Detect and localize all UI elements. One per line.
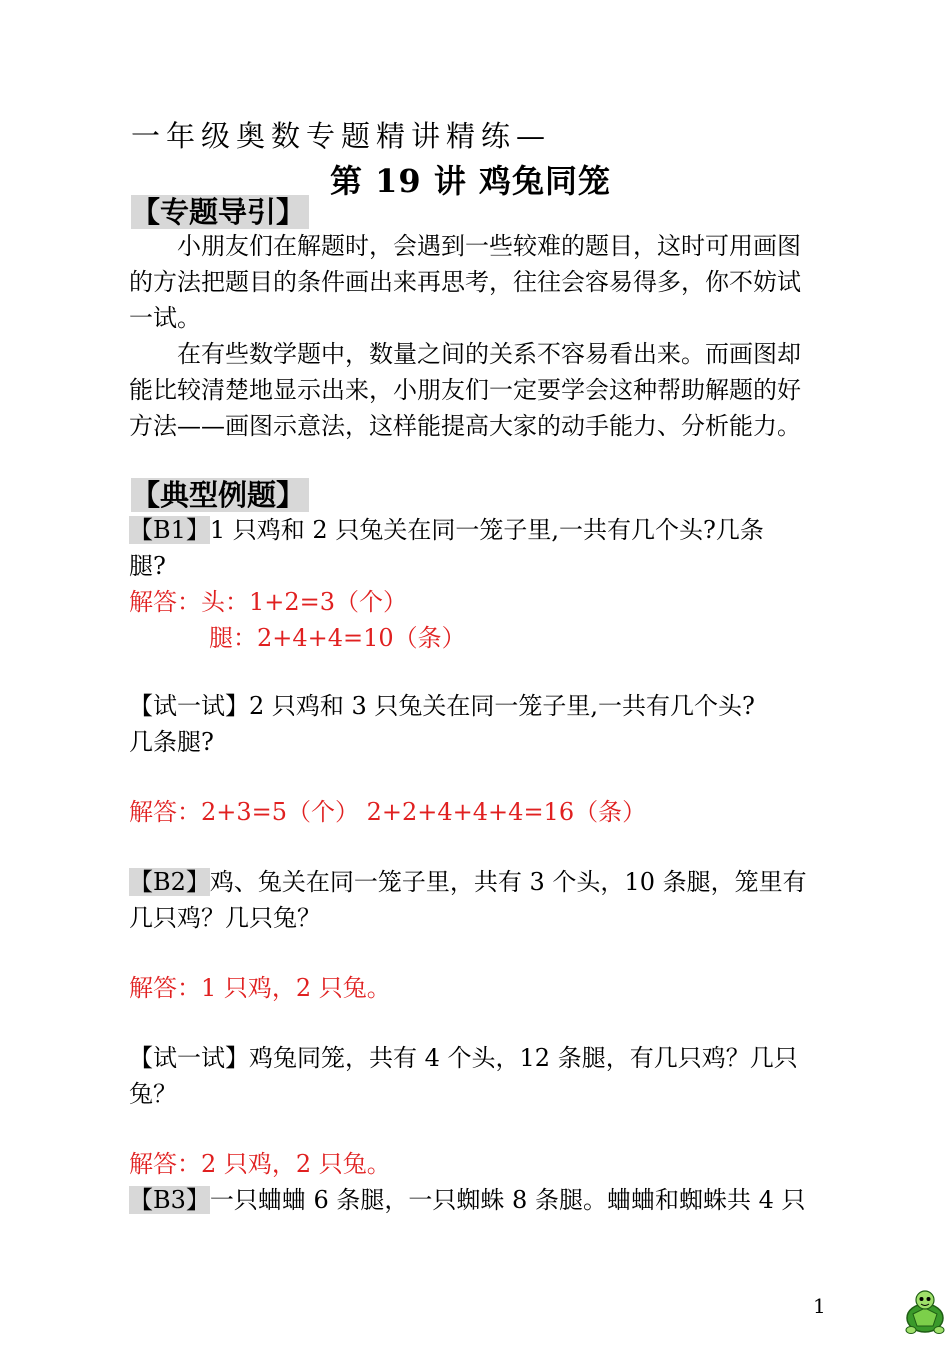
intro-paragraph-2: 在有些数学题中，数量之间的关系不容易看出来。而画图却能比较清楚地显示出来，小朋友们一定要学会这种帮助解题的好方法——画图示意法，这样能提高大家的动手能力、分析能力。 xyxy=(129,340,801,440)
document-header: 一年级奥数专题精讲精练— xyxy=(131,119,552,153)
example-b1-answer-line2: 腿：2+4+4=10（条） xyxy=(209,624,466,652)
example-b2-answer: 解答：1 只鸡，2 只兔。 xyxy=(129,974,391,1002)
try1-answer: 解答：2+3=5（个） 2+2+4+4+4=16（条） xyxy=(129,798,647,826)
try1-question-line2: 几条腿? xyxy=(129,728,214,756)
lesson-title: 第 19 讲 鸡兔同笼 xyxy=(330,162,611,200)
page-number: 1 xyxy=(813,1294,826,1318)
example-tag: 【B3】 xyxy=(129,1186,210,1214)
try2-question-line2: 兔？ xyxy=(129,1080,177,1108)
example-b1-question-line2: 腿? xyxy=(129,552,166,580)
example-b1-answer-line1: 解答：头：1+2=3（个） xyxy=(129,588,408,616)
example-b2-question-line1: 【B2】鸡、兔关在同一笼子里，共有 3 个头，10 条腿，笼里有 xyxy=(129,868,807,896)
try2-answer: 解答：2 只鸡，2 只兔。 xyxy=(129,1150,391,1178)
section-heading-intro: 【专题导引】 xyxy=(131,195,309,229)
example-tag: 【B1】 xyxy=(129,516,210,544)
section-heading-examples: 【典型例题】 xyxy=(131,478,309,512)
example-b1-question-line1: 【B1】1 只鸡和 2 只兔关在同一笼子里,一共有几个头?几条 xyxy=(129,516,764,544)
try2-question-line1: 【试一试】鸡兔同笼，共有 4 个头，12 条腿，有几只鸡？几只 xyxy=(129,1044,798,1072)
example-b2-question-line2: 几只鸡？几只兔？ xyxy=(129,904,321,932)
example-tag: 【B2】 xyxy=(129,868,210,896)
example-b3-question-line1: 【B3】一只蛐蛐 6 条腿，一只蜘蛛 8 条腿。蛐蛐和蜘蛛共 4 只 xyxy=(129,1186,806,1214)
turtle-icon xyxy=(903,1288,947,1342)
try1-question-line1: 【试一试】2 只鸡和 3 只兔关在同一笼子里,一共有几个头? xyxy=(129,692,755,720)
intro-paragraph-1: 小朋友们在解题时，会遇到一些较难的题目，这时可用画图的方法把题目的条件画出来再思考，往往会容易得多，你不妨试一试。 xyxy=(129,232,801,332)
